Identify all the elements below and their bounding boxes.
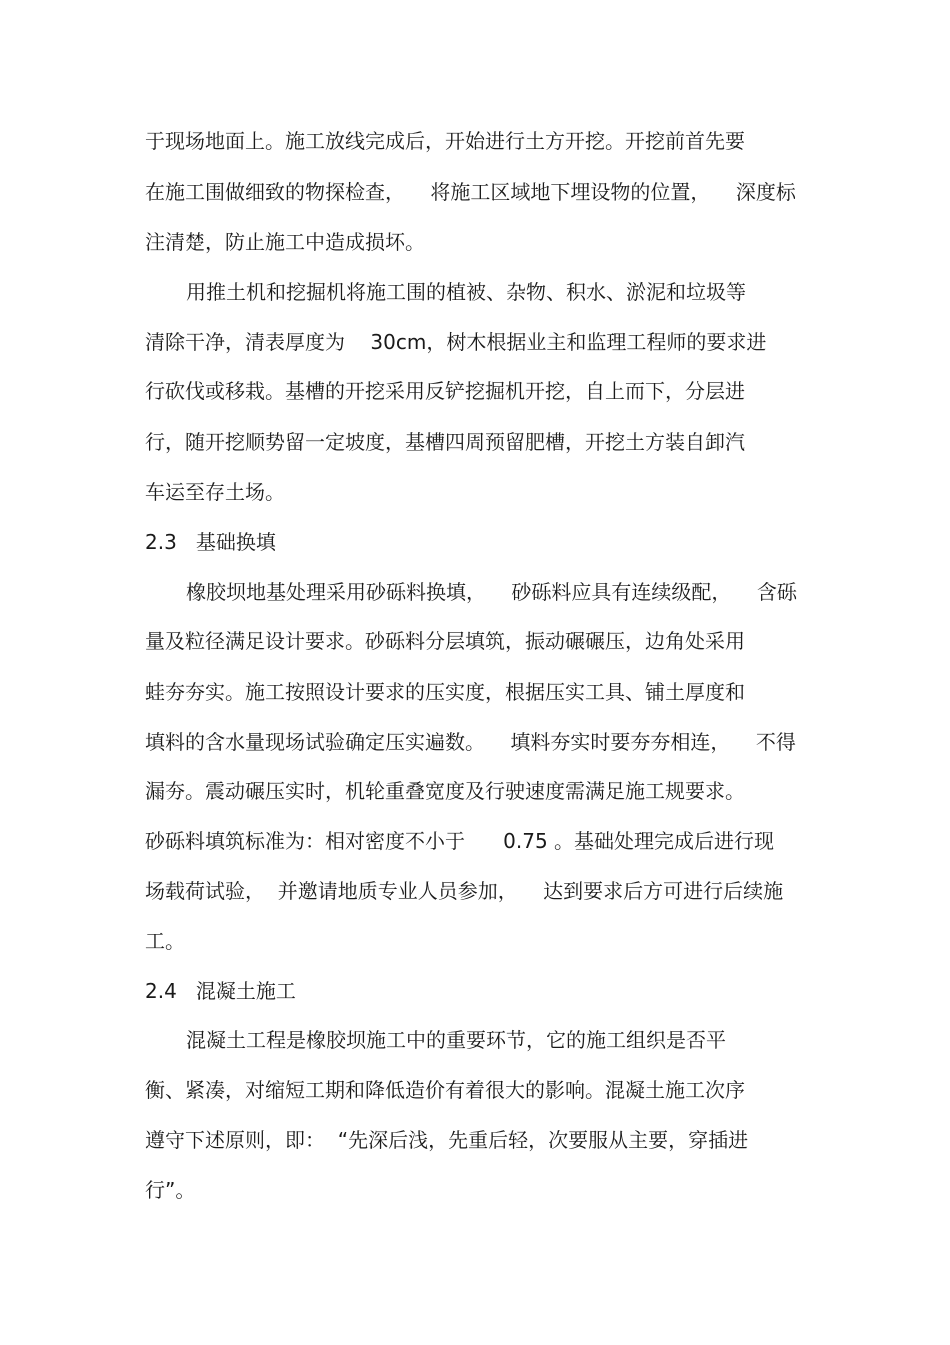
text-line-3: 注清楚，防止施工中造成损坏。 [145, 230, 425, 254]
text-line-8: 车运至存土场。 [145, 480, 285, 504]
text-line-21: 遵守下述原则，即： “先深后浅，先重后轻，次要服从主要，穿插进 [145, 1128, 749, 1152]
text-line-19: 混凝土工程是橡胶坝施工中的重要环节，它的施工组织是否平 [186, 1028, 726, 1052]
text-line-6: 行砍伐或移栽。基槽的开挖采用反铲挖掘机开挖，自上而下，分层进 [145, 379, 745, 403]
text-line-13: 填料的含水量现场试验确定压实遍数。 填料夯实时要夯夯相连， 不得 [145, 730, 796, 754]
text-line-12: 蛙夯夯实。施工按照设计要求的压实度，根据压实工具、铺土厚度和 [145, 680, 745, 704]
text-line-14: 漏夯。震动碾压实时，机轮重叠宽度及行驶速度需满足施工规要求。 [145, 779, 745, 803]
text-line-17: 工。 [145, 929, 185, 953]
text-line-20: 衡、紧凑，对缩短工期和降低造价有着很大的影响。混凝土施工次序 [145, 1078, 745, 1102]
text-line-1: 于现场地面上。施工放线完成后，开始进行土方开挖。开挖前首先要 [145, 129, 745, 153]
text-line-7: 行，随开挖顺势留一定坡度，基槽四周预留肥槽，开挖土方装自卸汽 [145, 430, 745, 454]
text-line-15: 砂砾料填筑标准为：相对密度不小于 0.75 。基础处理完成后进行现 [145, 829, 775, 853]
text-line-16: 场载荷试验， 并邀请地质专业人员参加， 达到要求后方可进行后续施 [145, 879, 784, 903]
text-line-5: 清除干净，清表厚度为 30cm，树木根据业主和监理工程师的要求进 [145, 330, 767, 354]
text-line-2: 在施工围做细致的物探检查， 将施工区域地下埋设物的位置， 深度标 [145, 180, 796, 204]
text-line-11: 量及粒径满足设计要求。砂砾料分层填筑，振动碾碾压，边角处采用 [145, 629, 745, 653]
text-line-4: 用推土机和挖掘机将施工围的植被、杂物、积水、淤泥和垃圾等 [186, 280, 746, 304]
section-heading-2-3: 2.3 基础换填 [145, 530, 276, 554]
text-line-22: 行”。 [145, 1178, 196, 1202]
text-line-10: 橡胶坝地基处理采用砂砾料换填， 砂砾料应具有连续级配， 含砾 [186, 580, 797, 604]
section-heading-2-4: 2.4 混凝土施工 [145, 979, 296, 1003]
